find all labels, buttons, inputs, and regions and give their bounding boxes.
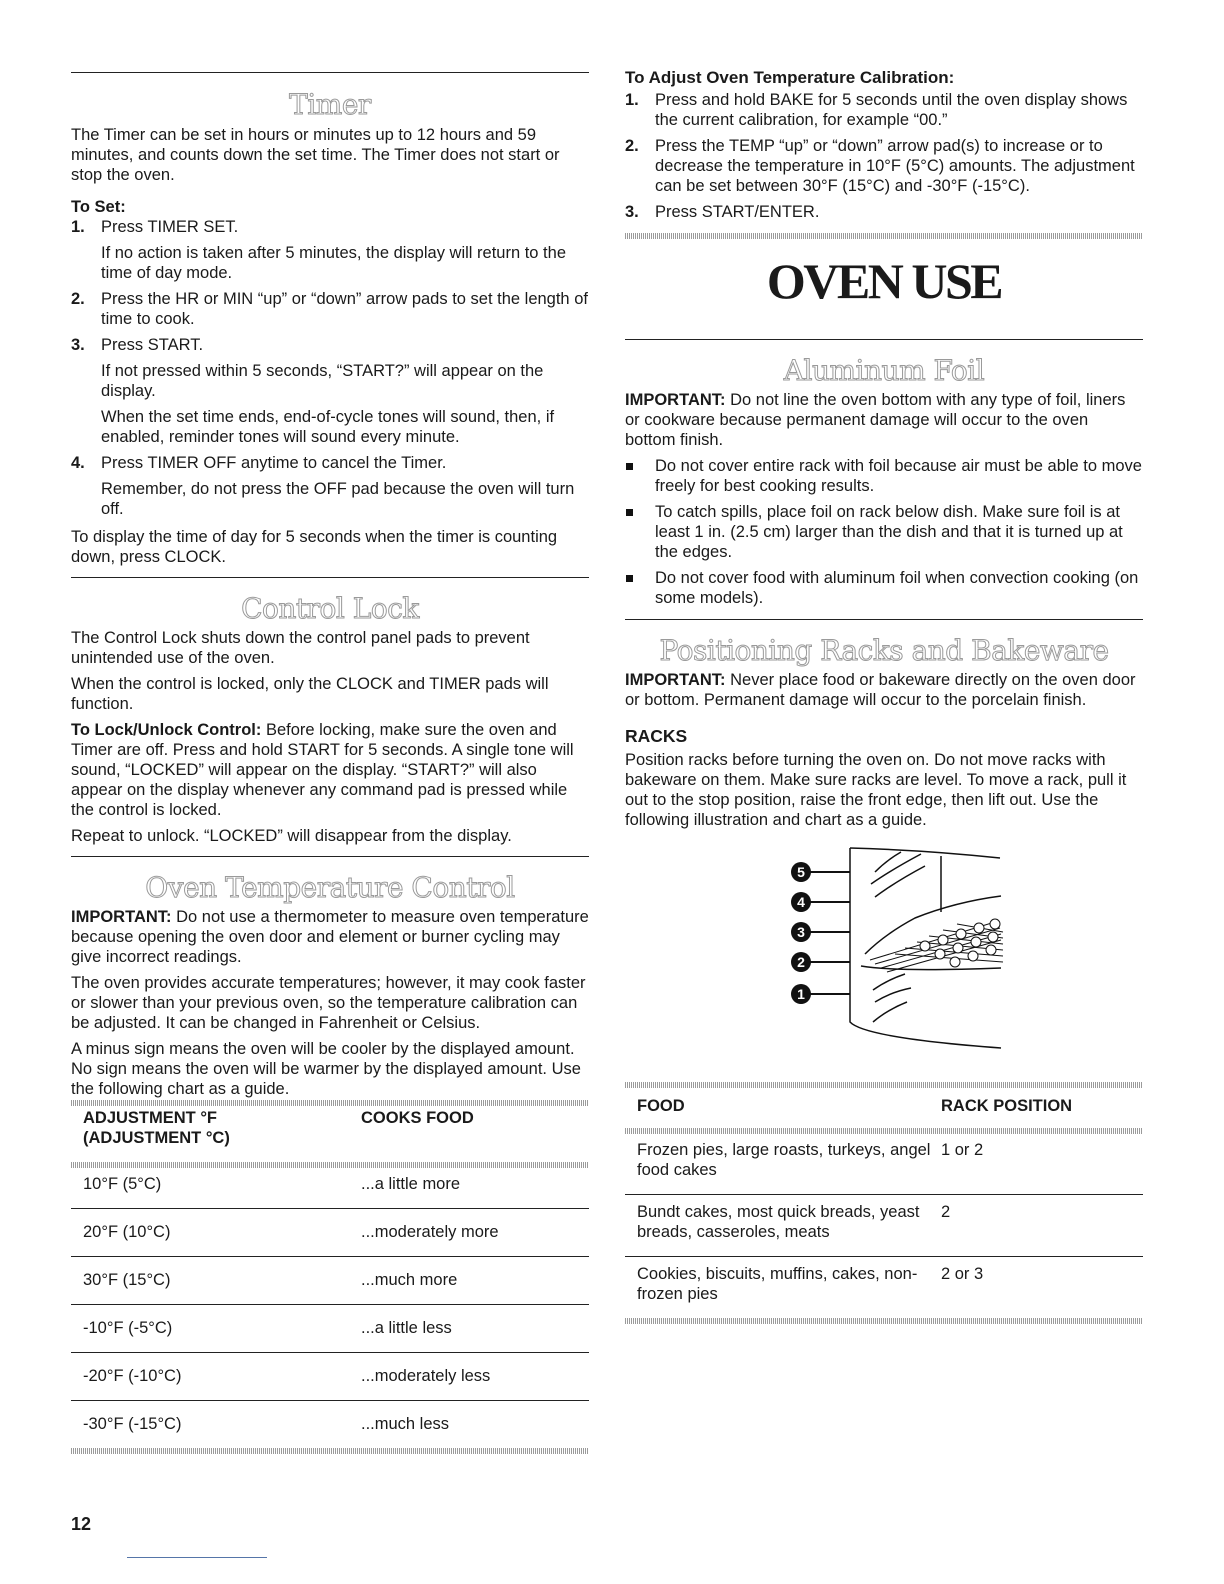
table-row bbox=[71, 1401, 589, 1449]
oven-use-title: OVEN USE bbox=[766, 253, 1002, 309]
cell-food: Bundt cakes, most quick breads, yeast breads, casseroles, meats bbox=[637, 1203, 920, 1241]
timer-steps bbox=[71, 217, 589, 519]
calibration-step bbox=[625, 90, 1143, 130]
oven-temp-heading: Oven Temperature Control bbox=[145, 871, 515, 904]
control-lock-p2: When the control is locked, only the CLOCK and TIMER pads will function. bbox=[71, 675, 549, 713]
step-text: Press the TEMP “up” or “down” arrow pad(s) to increase or to decrease the temperature in 10°F (5°C) amounts. The adjustment can be set between 30°F (15°C) and -30°F (-15°C). bbox=[655, 137, 1135, 195]
lock-text: Before locking, make sure the oven and Timer are off. Press and hold START for 5 seconds. A single tone will sound, “LOCKED” will appear on the display. “START?” will also appear on the display whenever any command pad is pressed while the control is locked. bbox=[71, 721, 574, 819]
foil-bullet: To catch spills, place foil on rack below dish. Make sure foil is at least 1 in. (2.5 cm) larger than the dish and that it is turned up at the edges. bbox=[625, 502, 1143, 562]
timer-outro: To display the time of day for 5 seconds when the timer is counting down, press CLOCK. bbox=[71, 528, 558, 566]
adjustment-rows bbox=[71, 1168, 589, 1448]
rack-illustration bbox=[625, 842, 1143, 1072]
step-text: Press and hold BAKE for 5 seconds until the oven display shows the current calibration, for example “00.” bbox=[655, 91, 1128, 129]
step-text: Press the HR or MIN “up” or “down” arrow pads to set the length of time to cook. bbox=[101, 290, 588, 328]
oven-temp-p3: A minus sign means the oven will be cooler by the displayed amount. No sign means the oven will be warmer by the displayed amount. Use the following chart as a guide. bbox=[71, 1040, 581, 1098]
cell-adjustment: -20°F (-10°C) bbox=[83, 1367, 182, 1385]
rack-label-1: 1 bbox=[797, 986, 805, 1002]
step-number: 3. bbox=[71, 336, 85, 354]
page-number: 12 bbox=[71, 1514, 92, 1534]
step-text: Press START/ENTER. bbox=[655, 203, 820, 221]
cell-adjustment: 20°F (10°C) bbox=[83, 1223, 171, 1241]
cell-food: Cookies, biscuits, muffins, cakes, non-frozen pies bbox=[637, 1265, 918, 1303]
rack-position-rows bbox=[625, 1134, 1143, 1318]
table-bottom-rule bbox=[71, 1448, 589, 1454]
section-rule bbox=[71, 72, 589, 73]
header-adjustment-f: ADJUSTMENT °F bbox=[83, 1109, 218, 1127]
timer-step bbox=[71, 453, 589, 519]
table-top-rule bbox=[71, 1100, 589, 1106]
table-header-row bbox=[625, 1088, 1143, 1128]
cell-adjustment: 30°F (15°C) bbox=[83, 1271, 171, 1289]
step-text: Press START. bbox=[101, 336, 204, 354]
adjustment-table bbox=[71, 1108, 589, 1162]
timer-to-set-label: To Set: bbox=[71, 198, 126, 216]
racks-important bbox=[625, 670, 1143, 710]
step-note: Remember, do not press the OFF pad because the oven will turn off. bbox=[101, 480, 575, 518]
cell-position: 1 or 2 bbox=[941, 1141, 984, 1159]
step-number: 3. bbox=[625, 203, 639, 221]
aluminum-foil-heading: Aluminum Foil bbox=[783, 354, 985, 387]
cell-adjustment: 10°F (5°C) bbox=[83, 1175, 162, 1193]
table-row bbox=[625, 1195, 1143, 1257]
rack-position-table bbox=[625, 1088, 1143, 1128]
racks-text: Position racks before turning the oven on. Do not move racks with bakeware on them. Make sure racks are level. To move a rack, pull it out to the stop position, raise the front edge, then lift out. Use the following illustration and chart as a guide. bbox=[625, 751, 1127, 829]
cell-food: Frozen pies, large roasts, turkeys, angel food cakes bbox=[637, 1141, 931, 1179]
cell-cooks: ...moderately more bbox=[361, 1223, 499, 1241]
section-rule bbox=[625, 339, 1143, 340]
calibration-step bbox=[625, 202, 1143, 222]
table-row bbox=[71, 1305, 589, 1353]
table-row bbox=[625, 1257, 1143, 1319]
rack-label-4: 4 bbox=[797, 894, 805, 910]
cell-position: 2 or 3 bbox=[941, 1265, 984, 1283]
racks-section-heading: Positioning Racks and Bakeware bbox=[659, 634, 1109, 667]
table-row bbox=[71, 1353, 589, 1401]
rack-label-5: 5 bbox=[797, 864, 805, 880]
cell-cooks: ...a little less bbox=[361, 1319, 452, 1337]
table-bottom-rule bbox=[625, 1318, 1143, 1324]
calibration-heading: To Adjust Oven Temperature Calibration: bbox=[625, 68, 955, 87]
header-rack-position: RACK POSITION bbox=[941, 1097, 1073, 1115]
rack-label-2: 2 bbox=[797, 954, 805, 970]
foil-bullet: Do not cover food with aluminum foil when convection cooking (on some models). bbox=[625, 568, 1143, 608]
table-header-row bbox=[71, 1108, 589, 1162]
header-food: FOOD bbox=[637, 1097, 685, 1115]
step-number: 1. bbox=[71, 218, 85, 236]
rack-guide bbox=[873, 1002, 907, 1022]
step-text: Press TIMER SET. bbox=[101, 218, 239, 236]
step-note: If no action is taken after 5 minutes, the display will return to the time of day mode. bbox=[101, 244, 566, 282]
important-label: IMPORTANT: bbox=[625, 391, 726, 409]
oven-temp-important bbox=[71, 907, 589, 967]
header-adjustment bbox=[71, 1108, 361, 1162]
timer-step bbox=[71, 335, 589, 447]
cell-cooks: ...much more bbox=[361, 1271, 458, 1289]
rack-callouts bbox=[791, 862, 850, 1004]
control-lock-heading: Control Lock bbox=[241, 592, 419, 625]
step-number: 2. bbox=[625, 137, 639, 155]
important-text: Do not line the oven bottom with any type of foil, liners or cookware because permanent damage will occur to the oven bottom finish. bbox=[625, 391, 1126, 449]
oven-temp-p2: The oven provides accurate temperatures; however, it may cook faster or slower than your previous oven, so the temperature calibration can be adjusted. It can be changed in Fahrenheit or Celsius. bbox=[71, 974, 586, 1032]
important-label: IMPORTANT: bbox=[71, 908, 172, 926]
table-row bbox=[625, 1134, 1143, 1195]
foil-bullet: Do not cover entire rack with foil because air must be able to move freely for best cooking results. bbox=[625, 456, 1143, 496]
step-number: 4. bbox=[71, 454, 85, 472]
oven-top-outline bbox=[850, 848, 1000, 858]
important-text: Do not use a thermometer to measure oven temperature because opening the oven door and element or burner cycling may give incorrect readings. bbox=[71, 908, 589, 966]
cell-adjustment: -30°F (-15°C) bbox=[83, 1415, 182, 1433]
section-rule bbox=[625, 233, 1143, 239]
timer-step bbox=[71, 217, 589, 283]
calibration-step bbox=[625, 136, 1143, 196]
rack-label-3: 3 bbox=[797, 924, 805, 940]
rack-guide bbox=[871, 852, 925, 897]
rack-guide bbox=[873, 974, 911, 1002]
cell-adjustment: -10°F (-5°C) bbox=[83, 1319, 173, 1337]
timer-step bbox=[71, 289, 589, 329]
important-label: IMPORTANT: bbox=[625, 671, 726, 689]
foil-important bbox=[625, 390, 1143, 450]
control-lock-p4: Repeat to unlock. “LOCKED” will disappear from the display. bbox=[71, 827, 512, 845]
step-number: 1. bbox=[625, 91, 639, 109]
timer-heading: Timer bbox=[289, 88, 371, 121]
step-number: 2. bbox=[71, 290, 85, 308]
header-cooks-food: COOKS FOOD bbox=[361, 1109, 474, 1127]
header-adjustment-c: (ADJUSTMENT °C) bbox=[83, 1129, 230, 1147]
cell-position: 2 bbox=[941, 1203, 951, 1221]
important-text: Never place food or bakeware directly on the oven door or bottom. Permanent damage will occur to the porcelain finish. bbox=[625, 671, 1136, 709]
racks-heading: RACKS bbox=[625, 726, 688, 746]
control-lock-p1: The Control Lock shuts down the control panel pads to prevent unintended use of the oven. bbox=[71, 629, 530, 667]
table-row bbox=[71, 1257, 589, 1305]
step-note: When the set time ends, end-of-cycle tones will sound, then, if enabled, reminder tones will sound every minute. bbox=[101, 408, 555, 446]
cell-cooks: ...much less bbox=[361, 1415, 450, 1433]
table-row bbox=[71, 1168, 589, 1209]
right-column bbox=[625, 0, 1143, 1324]
step-note: If not pressed within 5 seconds, “START?” will appear on the display. bbox=[101, 362, 544, 400]
footer-line bbox=[127, 1557, 267, 1558]
lock-label: To Lock/Unlock Control: bbox=[71, 721, 262, 739]
control-lock-p3 bbox=[71, 720, 589, 820]
calibration-steps bbox=[625, 90, 1143, 222]
timer-intro: The Timer can be set in hours or minutes up to 12 hours and 59 minutes, and counts down the set time. The Timer does not start or stop the oven. bbox=[71, 126, 560, 184]
table-row bbox=[71, 1209, 589, 1257]
cell-cooks: ...moderately less bbox=[361, 1367, 491, 1385]
step-text: Press TIMER OFF anytime to cancel the Timer. bbox=[101, 454, 447, 472]
cell-cooks: ...a little more bbox=[361, 1175, 461, 1193]
section-rule bbox=[71, 577, 589, 578]
left-column bbox=[71, 0, 589, 1454]
section-rule bbox=[625, 619, 1143, 620]
section-rule bbox=[71, 856, 589, 857]
